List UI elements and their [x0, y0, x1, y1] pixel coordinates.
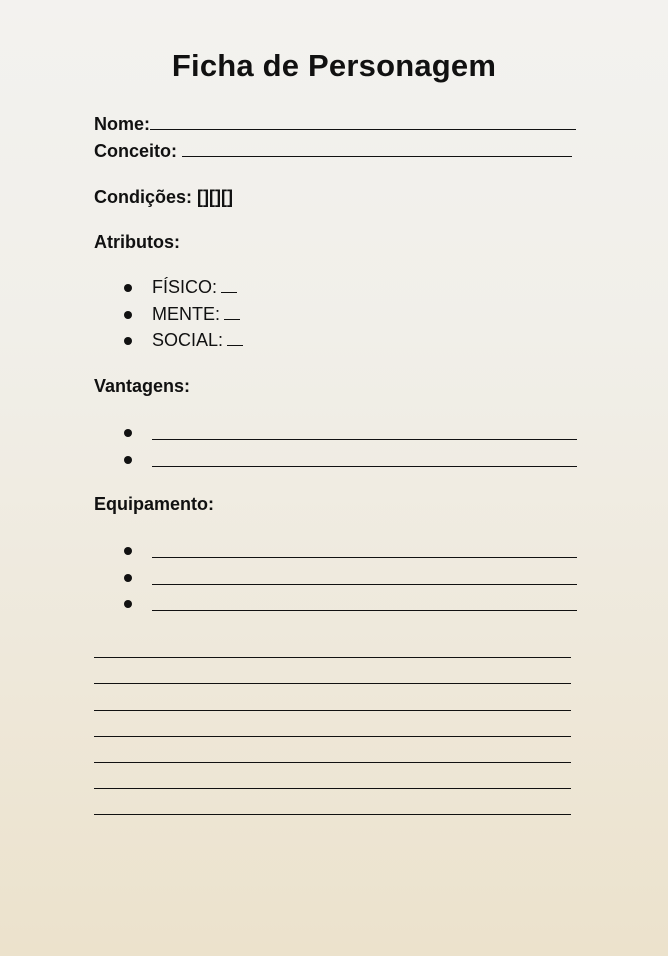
- equipamento-blank[interactable]: [152, 592, 577, 611]
- nome-blank[interactable]: [150, 113, 576, 130]
- notes-line[interactable]: [94, 737, 571, 763]
- notes-line[interactable]: [94, 658, 571, 684]
- vantagem-blank[interactable]: [152, 448, 577, 467]
- list-item: [94, 421, 577, 448]
- vantagens-list: [94, 421, 577, 474]
- page-title: Ficha de Personagem: [171, 48, 497, 83]
- equipamento-blank[interactable]: [152, 566, 577, 585]
- atributo-fisico-blank[interactable]: [221, 276, 237, 293]
- condicoes-boxes[interactable]: [][][]: [197, 187, 233, 207]
- conceito-field: [94, 140, 572, 162]
- notes-line[interactable]: [94, 763, 571, 789]
- condicoes-field: [94, 186, 233, 208]
- conceito-blank[interactable]: [182, 140, 572, 157]
- notes-line[interactable]: [94, 789, 571, 815]
- atributo-social-blank[interactable]: [227, 329, 243, 346]
- atributo-fisico-label: FÍSICO:: [152, 277, 218, 297]
- list-item: [94, 276, 243, 303]
- atributo-mente-blank[interactable]: [224, 303, 240, 320]
- list-item: [94, 539, 577, 566]
- conceito-label: Conceito:: [94, 141, 177, 161]
- atributo-social-label: SOCIAL:: [152, 330, 224, 350]
- equipamento-blank[interactable]: [152, 539, 577, 558]
- equipamento-heading: Equipamento:: [94, 494, 214, 514]
- vantagens-heading: Vantagens:: [94, 376, 191, 396]
- list-item: [94, 303, 243, 330]
- notes-line[interactable]: [94, 632, 571, 658]
- atributo-mente-label: MENTE:: [152, 303, 221, 324]
- notes-line[interactable]: [94, 711, 571, 737]
- atributos-heading: Atributos:: [94, 232, 180, 252]
- vantagem-blank[interactable]: [152, 421, 577, 440]
- notes-area: [94, 632, 571, 815]
- list-item: [94, 448, 577, 475]
- list-item: [94, 329, 243, 356]
- condicoes-label: Condições:: [94, 187, 193, 207]
- atributos-list: [94, 276, 243, 356]
- list-item: [94, 592, 577, 619]
- nome-label: Nome:: [94, 114, 151, 134]
- equipamento-list: [94, 539, 577, 619]
- nome-field: [94, 113, 576, 135]
- notes-line[interactable]: [94, 684, 571, 710]
- list-item: [94, 566, 577, 593]
